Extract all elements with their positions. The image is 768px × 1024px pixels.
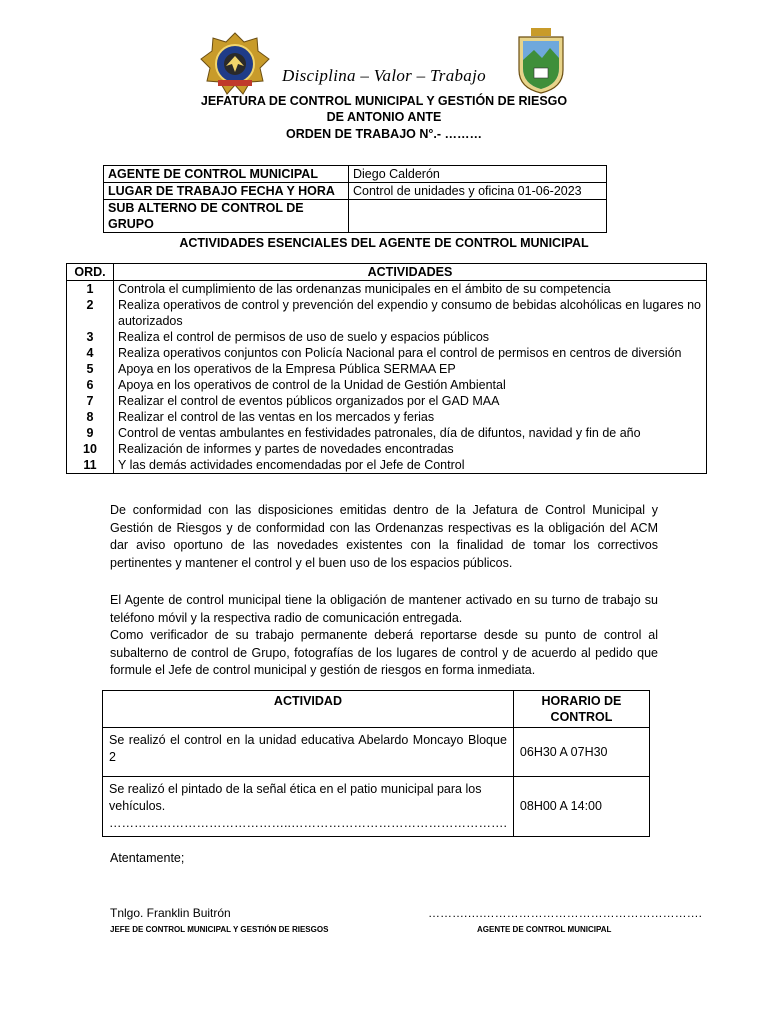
activity-text: Y las demás actividades encomendadas por el Jefe de Control xyxy=(114,457,707,474)
activity-number: 11 xyxy=(67,457,114,474)
report-row xyxy=(103,728,650,777)
info-row xyxy=(104,183,607,200)
activity-row xyxy=(67,457,707,474)
activity-row xyxy=(67,281,707,298)
agent-signature-title: AGENTE DE CONTROL MUNICIPAL xyxy=(477,925,612,934)
work-order-number: ORDEN DE TRABAJO N°.- ……… xyxy=(286,127,482,141)
paragraph-conformity: De conformidad con las disposiciones emitidas dentro de la Jefatura de Control Municipal y Gestión de Riesgos y de conformidad con las Ordenanzas respectivas es la obligación del ACM dar aviso oportuno de las novedades existentes con la finalidad de tomar los correctivos pertinentes y mantener el control y el buen uso de los espacios públicos. xyxy=(110,503,658,570)
activity-text: Realiza el control de permisos de uso de suelo y espacios públicos xyxy=(114,329,707,345)
activity-text: Controla el cumplimiento de las ordenanzas municipales en el ámbito de su competencia xyxy=(114,281,707,298)
col-schedule-header: HORARIO DE CONTROL xyxy=(513,691,649,728)
report-dotted-line: ……………………………………..……………………………………………. xyxy=(109,816,507,830)
activity-text: Realizar el control de eventos públicos organizados por el GAD MAA xyxy=(114,393,707,409)
activity-text: Realiza operativos conjuntos con Policía Nacional para el control de permisos en centros de diversión xyxy=(114,345,707,361)
activities-title: ACTIVIDADES ESENCIALES DEL AGENTE DE CONTROL MUNICIPAL xyxy=(179,236,589,250)
activity-row xyxy=(67,441,707,457)
info-value: Control de unidades y oficina 01-06-2023 xyxy=(349,183,607,200)
activity-number: 9 xyxy=(67,425,114,441)
col-ord-header: ORD. xyxy=(67,264,114,281)
report-schedule: 06H30 A 07H30 xyxy=(513,728,649,777)
activity-row xyxy=(67,393,707,409)
report-activity: Se realizó el control en la unidad educativa Abelardo Moncayo Bloque 2 xyxy=(103,728,514,777)
info-table xyxy=(103,165,607,233)
activity-row xyxy=(67,345,707,361)
activity-row xyxy=(67,297,707,329)
report-activity: Se realizó el pintado de la señal ética en el patio municipal para los vehículos. xyxy=(109,782,482,813)
activity-text: Apoya en los operativos de la Empresa Pública SERMAA EP xyxy=(114,361,707,377)
activity-number: 4 xyxy=(67,345,114,361)
municipal-shield-logo xyxy=(516,28,566,94)
info-label: SUB ALTERNO DE CONTROL DE GRUPO xyxy=(104,200,349,233)
agent-signature-line: ……….….………………………………………………. xyxy=(428,906,703,920)
activities-table xyxy=(66,263,707,474)
paragraph-reporting: Como verificador de su trabajo permanente deberá reportarse desde su punto de control al subalterno de control de Grupo, fotografías de los lugares de control y de acuerdo al pedido que formule el Jefe de control municipal y gestión de riesgos en forma inmediata. xyxy=(110,628,658,677)
activity-row xyxy=(67,377,707,393)
info-value xyxy=(349,200,607,233)
report-activity-cell xyxy=(103,777,514,837)
info-label: AGENTE DE CONTROL MUNICIPAL xyxy=(104,166,349,183)
activity-row xyxy=(67,409,707,425)
activity-text: Realiza operativos de control y prevención del expendio y consumo de bebidas alcohólicas en lugares no autorizados xyxy=(114,297,707,329)
info-value: Diego Calderón xyxy=(349,166,607,183)
report-row xyxy=(103,777,650,837)
activity-number: 8 xyxy=(67,409,114,425)
signer-name: Tnlgo. Franklin Buitrón xyxy=(110,906,231,920)
report-table xyxy=(102,690,650,837)
activity-number: 2 xyxy=(67,297,114,329)
activity-text: Apoya en los operativos de control de la Unidad de Gestión Ambiental xyxy=(114,377,707,393)
activity-row xyxy=(67,329,707,345)
signer-title: JEFE DE CONTROL MUNICIPAL Y GESTIÓN DE RIESGOS xyxy=(110,925,329,934)
header-subtitle: DE ANTONIO ANTE xyxy=(326,110,442,124)
paragraph-phone-obligation: El Agente de control municipal tiene la obligación de mantener activado en su turno de trabajo su teléfono móvil y la respectiva radio de comunicación entregada. xyxy=(110,593,658,625)
info-row xyxy=(104,166,607,183)
info-row xyxy=(104,200,607,233)
motto: Disciplina – Valor – Trabajo xyxy=(282,66,486,85)
activity-number: 10 xyxy=(67,441,114,457)
agency-badge-logo xyxy=(200,32,270,96)
activity-number: 3 xyxy=(67,329,114,345)
col-activities-header: ACTIVIDADES xyxy=(114,264,707,281)
activity-text: Realizar el control de las ventas en los mercados y ferias xyxy=(114,409,707,425)
activity-number: 5 xyxy=(67,361,114,377)
col-activity-header: ACTIVIDAD xyxy=(103,691,514,728)
activity-text: Control de ventas ambulantes en festividades patronales, día de difuntos, navidad y fin de año xyxy=(114,425,707,441)
report-header-row xyxy=(103,691,650,728)
activities-header-row xyxy=(67,264,707,281)
report-schedule: 08H00 A 14:00 xyxy=(513,777,649,837)
closing: Atentamente; xyxy=(110,851,185,865)
activity-text: Realización de informes y partes de novedades encontradas xyxy=(114,441,707,457)
activity-row xyxy=(67,361,707,377)
header-title: JEFATURA DE CONTROL MUNICIPAL Y GESTIÓN DE RIESGO xyxy=(200,94,568,108)
activity-number: 6 xyxy=(67,377,114,393)
activity-row xyxy=(67,425,707,441)
info-label: LUGAR DE TRABAJO FECHA Y HORA xyxy=(104,183,349,200)
activity-number: 7 xyxy=(67,393,114,409)
activity-number: 1 xyxy=(67,281,114,298)
